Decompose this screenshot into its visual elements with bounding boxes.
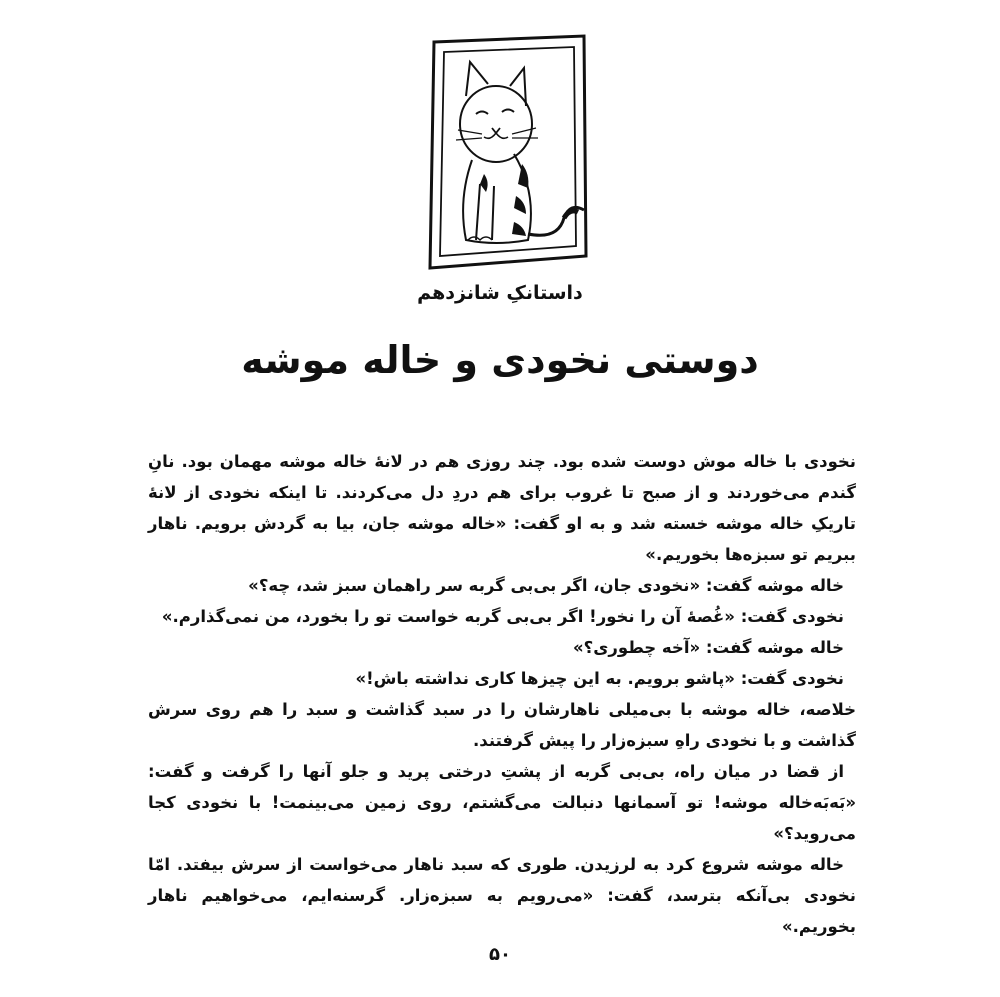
paragraph: خاله موشه گفت: «نخودی جان، اگر بی‌بی گربه سر راهمان سبز شد، چه؟» xyxy=(248,576,844,595)
chapter-label: داستانکِ شانزدهم xyxy=(417,282,583,304)
paragraph: خاله موشه شروع کرد به لرزیدن. طوری که سبد ناهار می‌خواست از سرش بیفتد. امّا نخودی بی‌آنکه بترسد، گفت: «می‌رویم به سبزه‌زار. گرسنه‌ایم، می‌خواهیم ناهار بخوریم.» xyxy=(148,855,856,936)
page-number: ۵۰ xyxy=(489,944,511,965)
paragraph: خاله موشه گفت: «آخه چطوری؟» xyxy=(573,638,844,657)
story-body xyxy=(148,446,856,942)
paragraph: نخودی با خاله موش دوست شده بود. چند روزی هم در لانهٔ خاله موشه مهمان بود. نانِ گندم می‌خوردند و از صبح تا غروب برای هم دردِ دل می‌کردند. تا اینکه نخودی از لانهٔ تاریکِ خاله موشه خسته شد و به او گفت: «خاله موشه جان، بیا به گردش برویم. ناهار ببریم تو سبزه‌ها بخوریم.» xyxy=(148,452,856,564)
story-title: دوستی نخودی و خاله موشه xyxy=(241,338,759,382)
cat-illustration xyxy=(428,34,588,270)
paragraph: نخودی گفت: «غُصهٔ آن را نخور! اگر بی‌بی گربه خواست تو را بخورد، من نمی‌گذارم.» xyxy=(161,607,844,626)
paragraph: خلاصه، خاله موشه با بی‌میلی ناهارشان را در سبد گذاشت و سبد را هم روی سرش گذاشت و با نخودی راهِ سبزه‌زار را پیش گرفتند. xyxy=(148,700,856,750)
paragraph: از قضا در میان راه، بی‌بی گربه از پشتِ درختی پرید و جلو آنها را گرفت و گفت: «بَه‌بَه‌خاله موشه! تو آسمانها دنبالت می‌گشتم، روی زمین می‌بینمت! با نخودی کجا می‌روید؟» xyxy=(148,762,856,843)
paragraph: نخودی گفت: «پاشو برویم. به این چیزها کاری نداشته باش!» xyxy=(355,669,844,688)
